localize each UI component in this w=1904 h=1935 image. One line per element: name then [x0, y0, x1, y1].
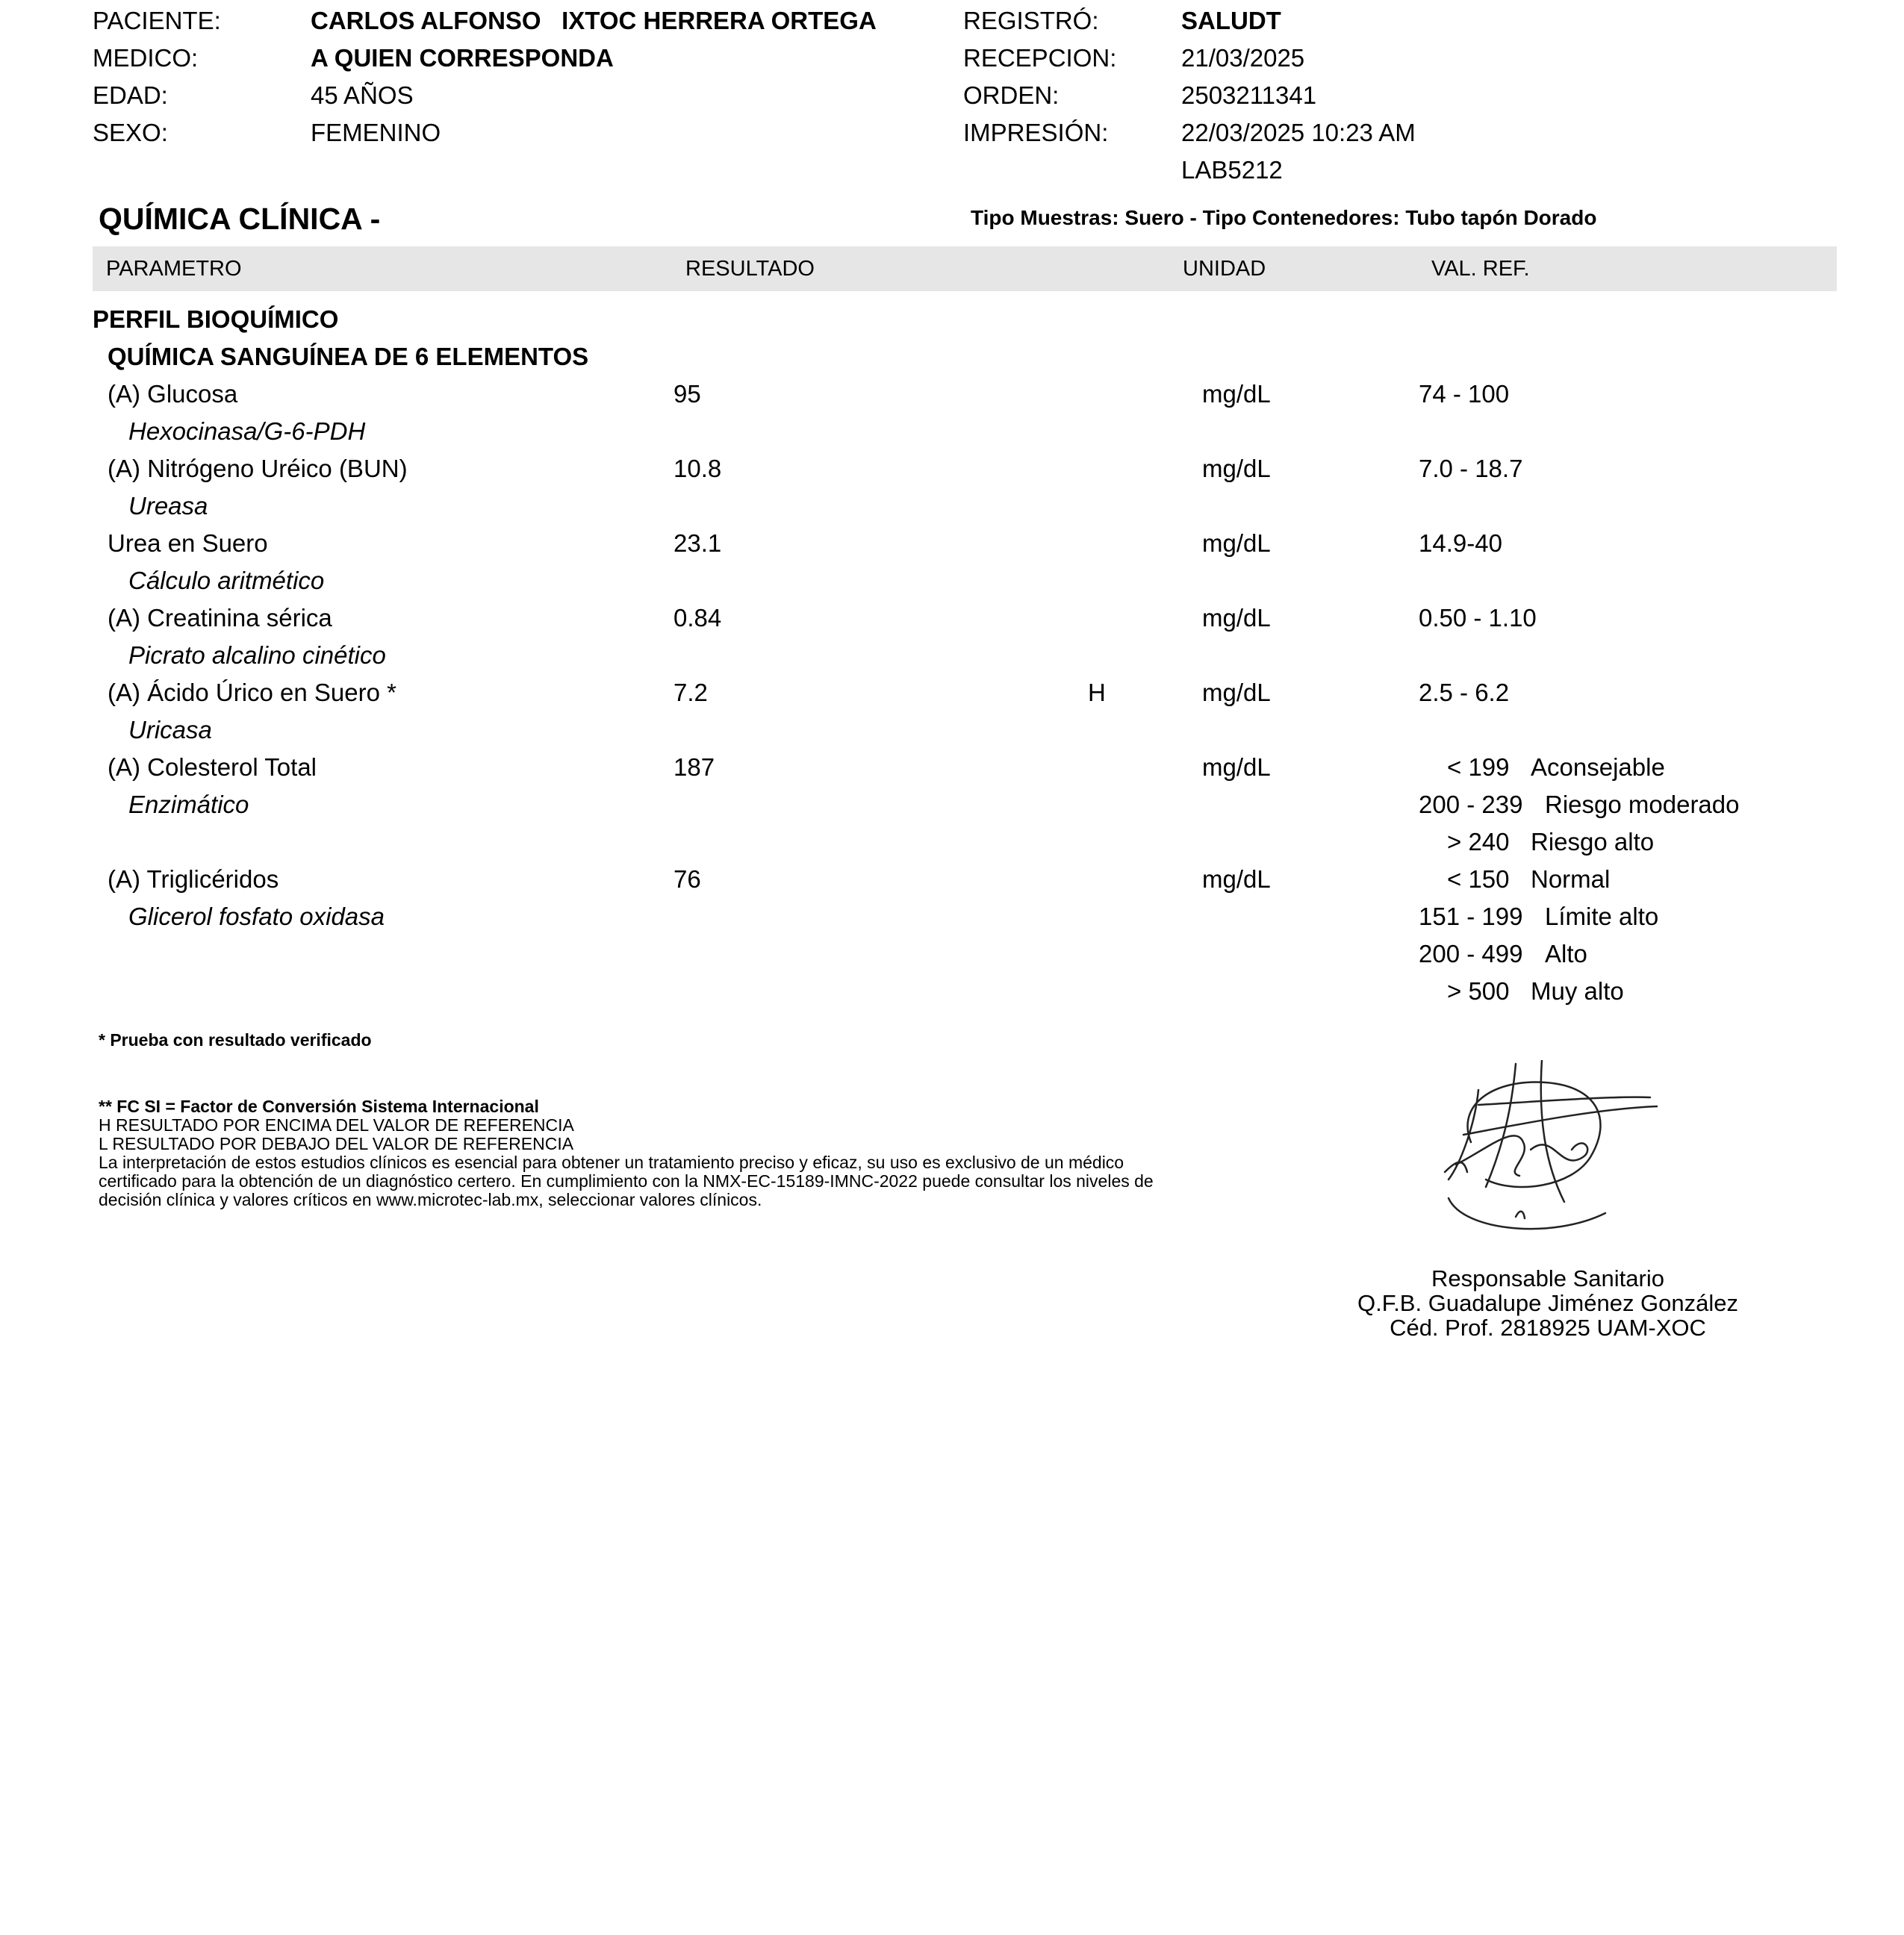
ref-range: 151 - 199	[1419, 903, 1523, 930]
medico-label: MEDICO:	[93, 44, 199, 72]
test-method: Uricasa	[128, 716, 212, 744]
test-name: (A) Glucosa	[108, 380, 238, 408]
recepcion-value: 21/03/2025	[1181, 44, 1305, 72]
col-unidad: UNIDAD	[1183, 257, 1266, 281]
orden-label: ORDEN:	[963, 81, 1060, 109]
test-method: Glicerol fosfato oxidasa	[128, 903, 385, 930]
test-flag: H	[1088, 679, 1106, 706]
test-unit: mg/dL	[1202, 679, 1271, 706]
test-unit: mg/dL	[1202, 455, 1271, 482]
test-name: (A) Triglicéridos	[108, 865, 279, 893]
test-ref: 7.0 - 18.7	[1419, 455, 1523, 482]
test-ref: 2.5 - 6.2	[1419, 679, 1510, 706]
test-result: 95	[673, 380, 701, 408]
verified-note: * Prueba con resultado verificado	[99, 1030, 372, 1050]
test-name: (A) Ácido Úrico en Suero *	[108, 679, 396, 706]
test-method: Cálculo aritmético	[128, 567, 325, 594]
test-unit: mg/dL	[1202, 529, 1271, 557]
h-note: H RESULTADO POR ENCIMA DEL VALOR DE REFERENCIA	[99, 1115, 574, 1135]
test-unit: mg/dL	[1202, 865, 1271, 893]
edad-label: EDAD:	[93, 81, 168, 109]
paciente-value: CARLOS ALFONSO IXTOC HERRERA ORTEGA	[311, 7, 877, 34]
registro-label: REGISTRÓ:	[963, 7, 1099, 34]
sexo-value: FEMENINO	[311, 119, 441, 146]
test-result: 187	[673, 753, 715, 781]
signature-license: Céd. Prof. 2818925 UAM-XOC	[1390, 1315, 1706, 1341]
registro-value: SALUDT	[1181, 7, 1281, 34]
lab-code: LAB5212	[1181, 156, 1283, 184]
test-name: (A) Creatinina sérica	[108, 604, 332, 632]
ref-range: < 199	[1447, 753, 1510, 781]
ref-range: > 500	[1447, 977, 1510, 1005]
test-unit: mg/dL	[1202, 604, 1271, 632]
test-unit: mg/dL	[1202, 753, 1271, 781]
test-result: 10.8	[673, 455, 722, 482]
profile-name: PERFIL BIOQUÍMICO	[93, 305, 339, 333]
column-header-bar	[93, 246, 1837, 291]
sample-info: Tipo Muestras: Suero - Tipo Contenedores: Tubo tapón Dorado	[971, 206, 1597, 229]
test-method: Hexocinasa/G-6-PDH	[128, 417, 366, 445]
ref-range: < 150	[1447, 865, 1510, 893]
col-parametro: PARAMETRO	[106, 257, 242, 281]
test-ref: 0.50 - 1.10	[1419, 604, 1537, 632]
signature-image	[1434, 1060, 1658, 1247]
ref-label: Normal	[1531, 865, 1611, 893]
col-resultado: RESULTADO	[685, 257, 815, 281]
ref-label: Alto	[1545, 940, 1587, 968]
edad-value: 45 AÑOS	[311, 81, 414, 109]
l-note: L RESULTADO POR DEBAJO DEL VALOR DE REFERENCIA	[99, 1134, 574, 1153]
test-name: (A) Colesterol Total	[108, 753, 317, 781]
medico-value: A QUIEN CORRESPONDA	[311, 44, 614, 72]
test-method: Ureasa	[128, 492, 208, 520]
test-name: (A) Nitrógeno Uréico (BUN)	[108, 455, 408, 482]
ref-range: 200 - 239	[1419, 791, 1523, 818]
ref-range: > 240	[1447, 828, 1510, 856]
paciente-label: PACIENTE:	[93, 7, 221, 34]
test-ref: 74 - 100	[1419, 380, 1510, 408]
impresion-label: IMPRESIÓN:	[963, 119, 1109, 146]
fc-si-note: ** FC SI = Factor de Conversión Sistema Internacional	[99, 1097, 539, 1116]
ref-range: 200 - 499	[1419, 940, 1523, 968]
recepcion-label: RECEPCION:	[963, 44, 1117, 72]
test-result: 7.2	[673, 679, 708, 706]
ref-label: Riesgo alto	[1531, 828, 1655, 856]
disclaimer-line: certificado para la obtención de un diagnóstico certero. En cumplimiento con la NMX-EC-15189-IMNC-2022 puede consultar los niveles de	[99, 1171, 1154, 1191]
col-val-ref: VAL. REF.	[1431, 257, 1530, 281]
test-name: Urea en Suero	[108, 529, 268, 557]
profile-group: QUÍMICA SANGUÍNEA DE 6 ELEMENTOS	[108, 343, 589, 370]
signature-name: Q.F.B. Guadalupe Jiménez González	[1357, 1290, 1739, 1316]
test-result: 0.84	[673, 604, 722, 632]
test-method: Picrato alcalino cinético	[128, 641, 386, 669]
impresion-value: 22/03/2025 10:23 AM	[1181, 119, 1416, 146]
test-unit: mg/dL	[1202, 380, 1271, 408]
ref-label: Aconsejable	[1531, 753, 1665, 781]
section-title: QUÍMICA CLÍNICA -	[99, 202, 381, 236]
test-method: Enzimático	[128, 791, 249, 818]
sexo-label: SEXO:	[93, 119, 168, 146]
ref-label: Muy alto	[1531, 977, 1624, 1005]
ref-label: Riesgo moderado	[1545, 791, 1740, 818]
orden-value: 2503211341	[1181, 81, 1317, 109]
test-result: 76	[673, 865, 701, 893]
test-ref: 14.9-40	[1419, 529, 1502, 557]
signature-role: Responsable Sanitario	[1431, 1265, 1664, 1291]
disclaimer-line: La interpretación de estos estudios clínicos es esencial para obtener un tratamiento preciso y eficaz, su uso es exclusivo de un médico	[99, 1153, 1124, 1172]
test-result: 23.1	[673, 529, 722, 557]
disclaimer-line: decisión clínica y valores críticos en www.microtec-lab.mx, seleccionar valores clínicos.	[99, 1190, 762, 1209]
ref-label: Límite alto	[1545, 903, 1659, 930]
